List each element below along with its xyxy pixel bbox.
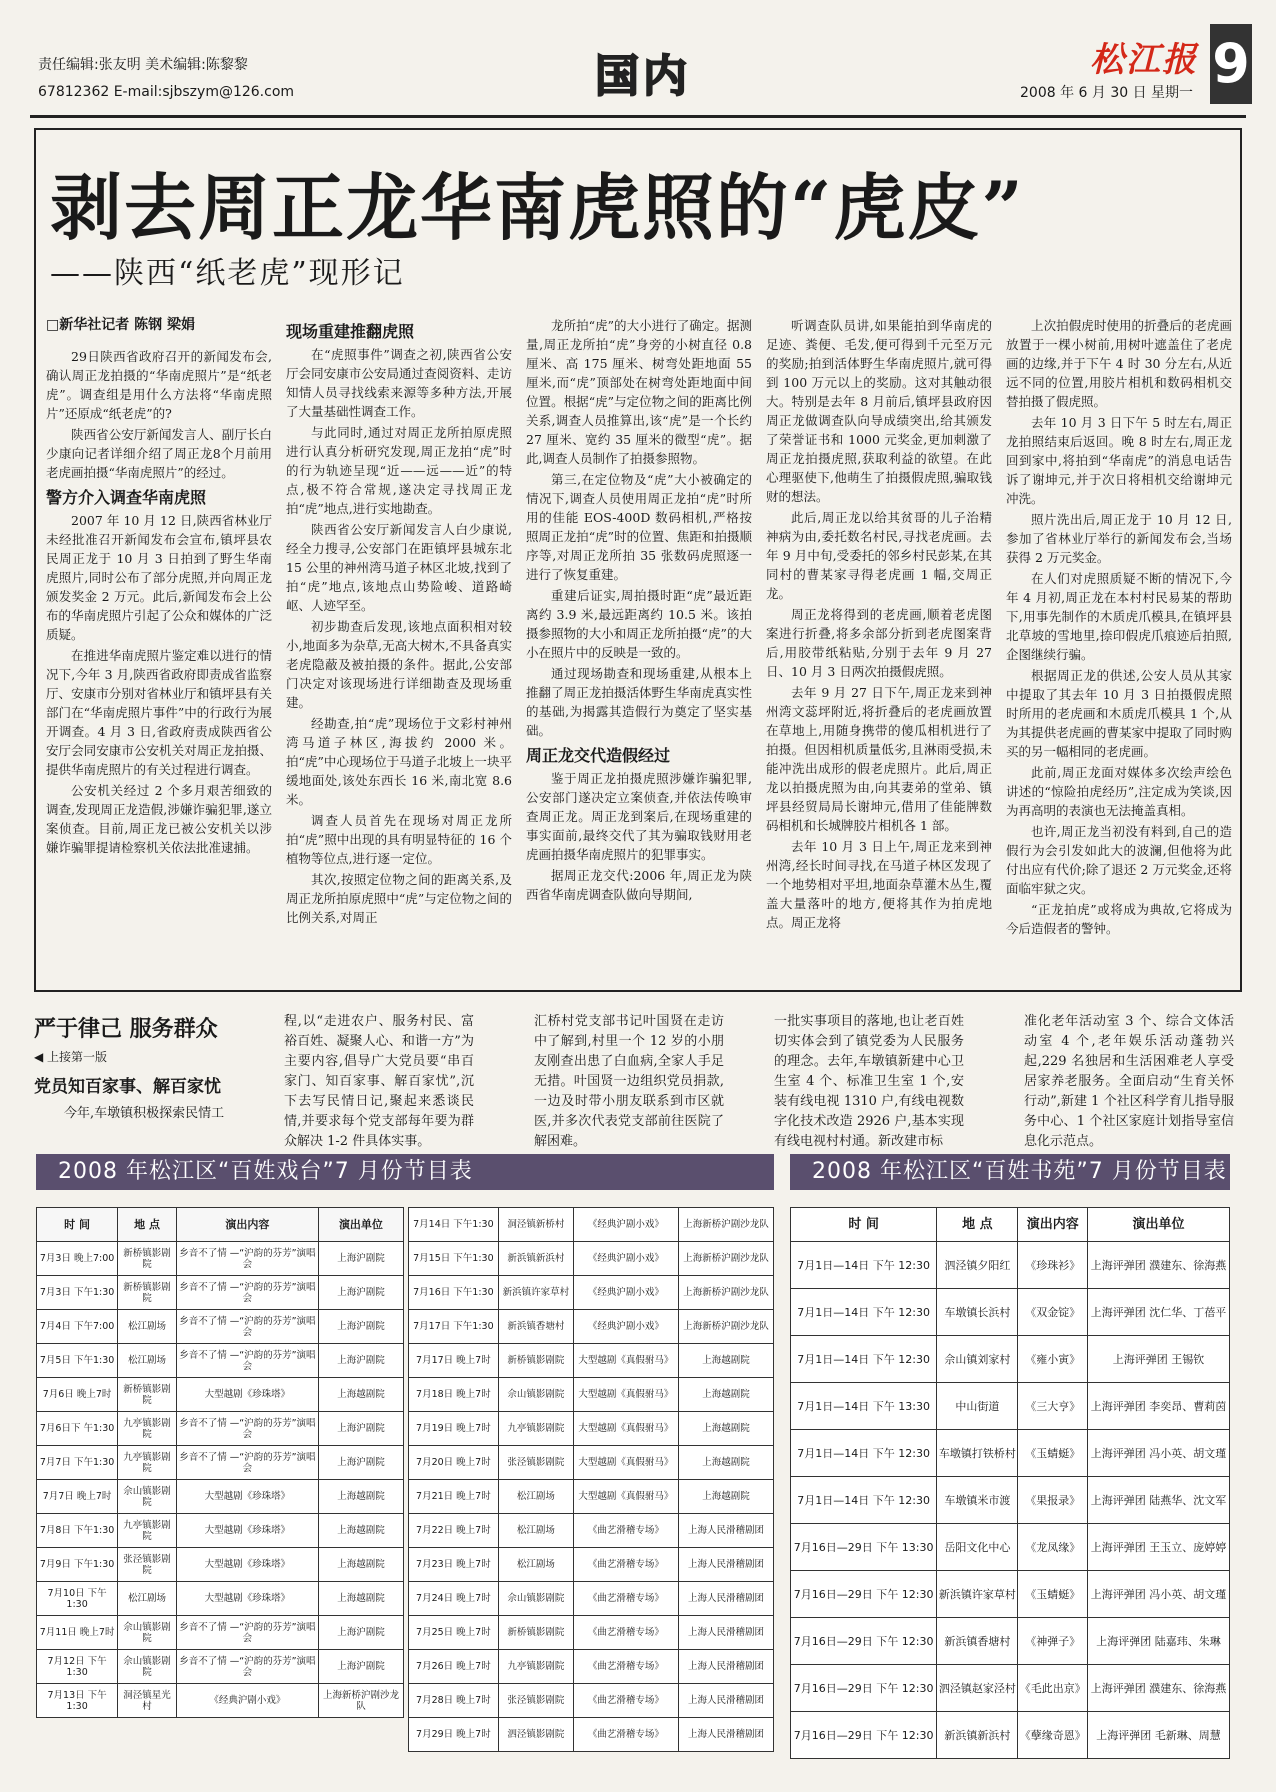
table-cell: 大型越剧《珍珠塔》 <box>176 1582 318 1616</box>
paragraph: 第三,在定位物及“虎”大小被确定的情况下,调查人员使用周正龙拍“虎”时所用的佳能 EOS-400D 数码相机,严格按照周正龙拍“虎”时的位置、焦距和拍摄顺序等,对周正龙所拍 35 张数码虎照逐一进行了恢复重建。 <box>526 472 752 582</box>
table-cell: 7月5日 下午1:30 <box>37 1344 118 1378</box>
section-heading: 现场重建推翻虎照 <box>286 322 415 341</box>
table-cell: 7月17日 下午1:30 <box>409 1310 499 1344</box>
table-row <box>409 1208 774 1242</box>
table-cell: 7月14日 下午1:30 <box>409 1208 499 1242</box>
article-column-4 <box>766 316 992 982</box>
table-cell: 上海人民滑稽剧团 <box>678 1548 773 1582</box>
table-cell: 《双金锭》 <box>1018 1289 1088 1336</box>
paragraph: 上次拍假虎时使用的折叠后的老虎画放置于一棵小树前,用树叶遮盖住了老虎画的边缘,并于下午 4 时 30 分左右,从近远不同的位置,用胶片相机和数码相机交替拍摄了假虎照。 <box>1006 318 1232 409</box>
table-cell: 《曲艺滑稽专场》 <box>573 1616 678 1650</box>
table-cell: 《玉蜻蜓》 <box>1018 1571 1088 1618</box>
table-row <box>791 1430 1230 1477</box>
paragraph: 在“虎照事件”调查之初,陕西省公安厅会同安康市公安局通过查阅资料、走访知情人员寻找线索来源等多种方法,开展了大量基础性调查工作。 <box>286 347 512 419</box>
table-cell: 上海越剧院 <box>678 1412 773 1446</box>
paragraph: 在推进华南虎照片鉴定难以进行的情况下,今年 3 月,陕西省政府即责成省监察厅、安康市分别对省林业厅和镇坪县有关部门在“华南虎照片事件”中的行政行为展开调查。4 月 3 日,省政府责成陕西省公安厅会同安康市公安机关对周正龙拍摄、提供华南虎照片的有关过程进行调查。 <box>46 648 272 777</box>
table-cell: 张泾镇影剧院 <box>498 1446 573 1480</box>
table-cell: 新桥镇影剧院 <box>498 1616 573 1650</box>
table-header-row <box>37 1208 404 1242</box>
opera-schedule-table-left <box>36 1207 404 1718</box>
table-cell: 7月1日—14日 下午 12:30 <box>791 1289 937 1336</box>
table-cell: 《经典沪剧小戏》 <box>176 1684 318 1718</box>
table-cell: 车墩镇米市渡 <box>937 1477 1018 1524</box>
table-cell: 《玉蜻蜓》 <box>1018 1430 1088 1477</box>
table-row <box>37 1616 404 1650</box>
table-cell: 大型越剧《珍珠塔》 <box>176 1480 318 1514</box>
table-cell: 上海评弹团 冯小英、胡文瑾 <box>1088 1571 1230 1618</box>
table-cell: 大型越剧《真假驸马》 <box>573 1344 678 1378</box>
table-row <box>409 1310 774 1344</box>
table-cell: 上海越剧院 <box>318 1548 403 1582</box>
table-cell: 7月1日—14日 下午 12:30 <box>791 1477 937 1524</box>
table-cell: 7月26日 晚上7时 <box>409 1650 499 1684</box>
table-cell: 新浜镇香塘村 <box>937 1618 1018 1665</box>
table-row <box>409 1514 774 1548</box>
table-cell: 上海沪剧院 <box>318 1650 403 1684</box>
table-row <box>791 1383 1230 1430</box>
table-cell: 九亭镇影剧院 <box>118 1412 177 1446</box>
table-cell: 洞泾镇新桥村 <box>498 1208 573 1242</box>
table-cell: 松江剧场 <box>118 1582 177 1616</box>
table-cell: 佘山镇影剧院 <box>498 1582 573 1616</box>
table-cell: 上海评弹团 王玉立、庞婷婷 <box>1088 1524 1230 1571</box>
storytelling-schedule-table <box>790 1207 1230 1759</box>
table-cell: 7月4日 下午7:00 <box>37 1310 118 1344</box>
table-row <box>37 1514 404 1548</box>
table-row <box>791 1289 1230 1336</box>
table-cell: 上海评弹团 陆嘉玮、朱琳 <box>1088 1618 1230 1665</box>
table-cell: 《曲艺滑稽专场》 <box>573 1684 678 1718</box>
table-cell: 松江剧场 <box>498 1480 573 1514</box>
storytelling-schedule-title: 2008 年松江区“百姓书苑”7 月份节目表 <box>790 1154 1230 1190</box>
table-cell: 松江剧场 <box>118 1344 177 1378</box>
table-cell: 佘山镇影剧院 <box>118 1480 177 1514</box>
table-cell: 上海越剧院 <box>678 1344 773 1378</box>
paragraph: 汇桥村党支部书记叶国贤在走访中了解到,村里一个 12 岁的小朋友刚查出患了白血病,全家人手足无措。叶国贤一边组织党员捐款,一边及时带小朋友联系到市区就医,并多次代表党支部前往医院了解困难。 <box>534 1014 724 1149</box>
opera-schedule-table-right <box>408 1207 774 1752</box>
column-header: 地 点 <box>937 1208 1018 1242</box>
paragraph: 去年 10 月 3 日下午 5 时左右,周正龙拍照结束后返回。晚 8 时左右,周正龙回到家中,将拍到“华南虎”的消息电话告诉了谢坤元,并于次日将相机交给谢坤元冲洗。 <box>1006 415 1232 506</box>
table-cell: 上海沪剧院 <box>318 1446 403 1480</box>
table-cell: 7月29日 晚上7时 <box>409 1718 499 1752</box>
table-row <box>37 1446 404 1480</box>
table-row <box>791 1336 1230 1383</box>
table-cell: 《果报录》 <box>1018 1477 1088 1524</box>
paragraph: 调查人员首先在现场对周正龙所拍“虎”照中出现的具有明显特征的 16 个植物等位点,进行逐一定位。 <box>286 813 512 866</box>
table-cell: 新浜镇新浜村 <box>937 1712 1018 1759</box>
paragraph: 2007 年 10 月 12 日,陕西省林业厅未经批准召开新闻发布会宣布,镇坪县农民周正龙于 10 月 3 日拍到了野生华南虎照片,同时公布了部分虎照,并向周正龙颁发奖金 2 万元。此后,新闻发布会上公布的华南虎照片引起了公众和媒体的广泛质疑。 <box>46 513 272 642</box>
paragraph: 程,以“走进农户、服务村民、富裕百姓、凝聚人心、和谐一方”为主要内容,倡导广大党员要“串百家门、知百家事、解百家忧”,沉下去写民情日记,聚起来悉谈民情,并要求每个党支部每年要为群众解决 1-2 件具体实事。 <box>284 1014 474 1149</box>
table-cell: 7月9日 下午1:30 <box>37 1548 118 1582</box>
paragraph: 照片洗出后,周正龙于 10 月 12 日,参加了省林业厅举行的新闻发布会,当场获得 2 万元奖金。 <box>1006 512 1232 565</box>
paragraph: 与此同时,通过对周正龙所拍原虎照进行认真分析研究发现,周正龙拍“虎”时的行为轨迹呈现“近——远——近”的特点,极不符合常规,遂决定寻找周正龙拍“虎”地点,进行实地勘查。 <box>286 425 512 516</box>
table-cell: 上海评弹团 王锡钦 <box>1088 1336 1230 1383</box>
table-cell: 上海新桥沪剧沙龙队 <box>678 1208 773 1242</box>
table-cell: 洞泾镇星光村 <box>118 1684 177 1718</box>
secondary-subhead: 党员知百家事、解百家忧 <box>34 1077 221 1097</box>
continued-from: ◀ 上接第一版 <box>34 1050 108 1064</box>
table-cell: 乡音不了情 —“沪韵的芬芳”演唱会 <box>176 1446 318 1480</box>
table-cell: 新浜镇香塘村 <box>498 1310 573 1344</box>
table-cell: 松江剧场 <box>498 1514 573 1548</box>
paragraph: 通过现场勘查和现场重建,从根本上推翻了周正龙拍摄活体野生华南虎真实性的基础,为揭露其造假行为奠定了坚实基础。 <box>526 666 752 738</box>
paragraph: 重建后证实,周拍摄时距“虎”最近距离约 3.9 米,最远距离约 10.5 米。该拍摄参照物的大小和周正龙所拍摄“虎”的大小在照片中的反映是一致的。 <box>526 588 752 660</box>
table-cell: 《珍珠衫》 <box>1018 1242 1088 1289</box>
paragraph: 据周正龙交代:2006 年,周正龙为陕西省华南虎调查队做向导期间, <box>526 868 752 902</box>
table-cell: 上海沪剧院 <box>318 1412 403 1446</box>
table-cell: 《龙凤缘》 <box>1018 1524 1088 1571</box>
table-cell: 上海越剧院 <box>318 1582 403 1616</box>
table-cell: 上海评弹团 濮建东、徐海燕 <box>1088 1242 1230 1289</box>
table-cell: 《经典沪剧小戏》 <box>573 1276 678 1310</box>
table-cell: 上海人民滑稽剧团 <box>678 1718 773 1752</box>
table-cell: 上海沪剧院 <box>318 1344 403 1378</box>
table-cell: 《雍小寅》 <box>1018 1336 1088 1383</box>
table-row <box>409 1378 774 1412</box>
secondary-article <box>34 1004 1242 1149</box>
paragraph: 听调查队员讲,如果能拍到华南虎的足迹、粪便、毛发,便可得到千元至万元的奖励;拍到活体野生华南虎照片,就可得到 100 万元以上的奖励。这对其触动很大。特别是去年 8 月前后,镇坪县政府因周正龙做调查队向导成绩突出,给其颁发了荣誉证书和 1000 元奖金,更加刺激了周正龙拍摄虎照,获取利益的欲望。在此心理驱使下,他萌生了拍摄假虎照,骗取钱财的想法。 <box>766 318 992 504</box>
table-cell: 上海评弹团 陆燕华、沈文军 <box>1088 1477 1230 1524</box>
table-cell: 7月6日 晚上7时 <box>37 1378 118 1412</box>
table-cell: 九亭镇影剧院 <box>498 1650 573 1684</box>
table-row <box>791 1618 1230 1665</box>
byline: □新华社记者 陈钢 梁娟 <box>46 317 195 333</box>
table-cell: 乡音不了情 —“沪韵的芬芳”演唱会 <box>176 1344 318 1378</box>
issue-date: 2008 年 6 月 30 日 星期一 <box>1020 85 1194 101</box>
table-cell: 上海评弹团 濮建东、徐海燕 <box>1088 1665 1230 1712</box>
table-cell: 上海新桥沪剧沙龙队 <box>678 1310 773 1344</box>
masthead <box>30 18 1250 118</box>
paragraph: 陕西省公安厅新闻发言人白少康说,经全力搜寻,公安部门在距镇坪县城东北 15 公里的神州湾马道子林区北坡,找到了拍“虎”地点,该地点山势险峻、道路崎岖、人迹罕至。 <box>286 522 512 613</box>
table-cell: 张泾镇影剧院 <box>498 1684 573 1718</box>
table-cell: 7月7日 下午1:30 <box>37 1446 118 1480</box>
column-header: 演出内容 <box>1018 1208 1088 1242</box>
paragraph: 经勘查,拍“虎”现场位于文彩村神州湾马道子林区,海拔约 2000 米。拍“虎”中心现场位于马道子北坡上一块平缓地面处,该处东西长 16 米,南北宽 8.6 米。 <box>286 716 512 807</box>
article-column-3 <box>526 316 752 982</box>
article-subhead: ——陕西“纸老虎”现形记 <box>50 256 405 291</box>
table-cell: 《经典沪剧小戏》 <box>573 1310 678 1344</box>
table-cell: 佘山镇影剧院 <box>498 1378 573 1412</box>
paragraph: 周正龙将得到的老虎画,顺着老虎图案进行折叠,将多余部分折到老虎图案背后,用胶带纸粘贴,分别于去年 9 月 27 日、10 月 3 日两次拍摄假虎照。 <box>766 607 992 679</box>
table-cell: 九亭镇影剧院 <box>118 1514 177 1548</box>
table-cell: 大型越剧《珍珠塔》 <box>176 1548 318 1582</box>
paragraph: 陕西省公安厅新闻发言人、副厅长白少康向记者详细介绍了周正龙8个月前用老虎画拍摄“华南虎照片”的经过。 <box>46 427 272 480</box>
table-cell: 上海新桥沪剧沙龙队 <box>678 1242 773 1276</box>
paragraph: 一批实事项目的落地,也让老百姓切实体会到了镇党委为人民服务的理念。去年,车墩镇新建中心卫生室 4 个、标准卫生室 1 个,安装有线电视 1310 户,有线电视数字化技术改造 2926 户,基本实现有线电视村村通。新改建市标 <box>774 1014 964 1149</box>
table-cell: 乡音不了情 —“沪韵的芬芳”演唱会 <box>176 1276 318 1310</box>
table-row <box>37 1310 404 1344</box>
table-cell: 新桥镇影剧院 <box>118 1378 177 1412</box>
paper-logo: 松江报 <box>1090 40 1198 80</box>
table-cell: 上海新桥沪剧沙龙队 <box>318 1684 403 1718</box>
table-cell: 7月3日 下午1:30 <box>37 1276 118 1310</box>
table-cell: 7月19日 晚上7时 <box>409 1412 499 1446</box>
table-row <box>37 1684 404 1718</box>
table-cell: 乡音不了情 —“沪韵的芬芳”演唱会 <box>176 1412 318 1446</box>
table-cell: 上海新桥沪剧沙龙队 <box>678 1276 773 1310</box>
column-header: 演出单位 <box>318 1208 403 1242</box>
opera-schedule-title: 2008 年松江区“百姓戏台”7 月份节目表 <box>36 1154 774 1190</box>
table-cell: 车墩镇长浜村 <box>937 1289 1018 1336</box>
paragraph: 也许,周正龙当初没有料到,自己的造假行为会引发如此大的波澜,但他将为此付出应有代价;除了退还 2 万元奖金,还将面临牢狱之灾。 <box>1006 824 1232 896</box>
table-cell: 《孽缘奇恩》 <box>1018 1712 1088 1759</box>
table-cell: 岳阳文化中心 <box>937 1524 1018 1571</box>
table-cell: 7月16日 下午1:30 <box>409 1276 499 1310</box>
article-column-5 <box>1006 316 1232 982</box>
editors-line: 责任编辑:张友明 美术编辑:陈黎黎 <box>38 57 248 73</box>
table-cell: 《曲艺滑稽专场》 <box>573 1718 678 1752</box>
table-row <box>791 1571 1230 1618</box>
table-cell: 九亭镇影剧院 <box>498 1412 573 1446</box>
table-row <box>409 1480 774 1514</box>
table-cell: 7月16日—29日 下午 13:30 <box>791 1524 937 1571</box>
table-row <box>37 1412 404 1446</box>
table-cell: 《曲艺滑稽专场》 <box>573 1650 678 1684</box>
paragraph: 根据周正龙的供述,公安人员从其家中提取了其去年 10 月 3 日拍摄假虎照时所用的老虎画和木质虎爪模具 1 个,从为其提供老虎画的曹某家中提取了同时购买的另一幅相同的老虎画。 <box>1006 668 1232 759</box>
table-cell: 7月1日—14日 下午 12:30 <box>791 1242 937 1289</box>
table-row <box>409 1650 774 1684</box>
column-header: 演出单位 <box>1088 1208 1230 1242</box>
table-cell: 乡音不了情 —“沪韵的芬芳”演唱会 <box>176 1650 318 1684</box>
paragraph: 鉴于周正龙拍摄虎照涉嫌诈骗犯罪,公安部门遂决定立案侦查,并依法传唤审查周正龙。周正龙到案后,在现场重建的事实面前,最终交代了其为骗取钱财用老虎画拍摄华南虎照片的犯罪事实。 <box>526 771 752 862</box>
table-cell: 佘山镇影剧院 <box>118 1616 177 1650</box>
table-cell: 乡音不了情 —“沪韵的芬芳”演唱会 <box>176 1616 318 1650</box>
table-cell: 大型越剧《真假驸马》 <box>573 1480 678 1514</box>
secondary-headline: 严于律己 服务群众 <box>34 1016 218 1042</box>
feature-article <box>34 128 1242 992</box>
table-cell: 上海越剧院 <box>678 1378 773 1412</box>
table-cell: 车墩镇打铁桥村 <box>937 1430 1018 1477</box>
section-title: 国内 <box>595 51 691 102</box>
table-cell: 上海越剧院 <box>678 1480 773 1514</box>
table-cell: 泗泾镇夕阳红 <box>937 1242 1018 1289</box>
table-cell: 上海人民滑稽剧团 <box>678 1582 773 1616</box>
table-cell: 7月6日下 午1:30 <box>37 1412 118 1446</box>
table-cell: 《曲艺滑稽专场》 <box>573 1514 678 1548</box>
table-cell: 乡音不了情 —“沪韵的芬芳”演唱会 <box>176 1310 318 1344</box>
article-column-1 <box>46 316 272 982</box>
table-row <box>37 1480 404 1514</box>
table-row <box>409 1276 774 1310</box>
table-row <box>37 1378 404 1412</box>
table-cell: 上海评弹团 毛新琳、周慧 <box>1088 1712 1230 1759</box>
table-row <box>409 1684 774 1718</box>
table-cell: 大型越剧《珍珠塔》 <box>176 1378 318 1412</box>
article-headline: 剥去周正龙华南虎照的“虎皮” <box>50 165 1025 250</box>
table-cell: 《神弹子》 <box>1018 1618 1088 1665</box>
table-cell: 《曲艺滑稽专场》 <box>573 1548 678 1582</box>
table-cell: 7月3日 晚上7:00 <box>37 1242 118 1276</box>
paragraph: 其次,按照定位物之间的距离关系,及周正龙所拍原虎照中“虎”与定位物之间的比例关系,对周正 <box>286 872 512 925</box>
table-cell: 《经典沪剧小戏》 <box>573 1242 678 1276</box>
table-cell: 上海越剧院 <box>318 1480 403 1514</box>
table-row <box>409 1412 774 1446</box>
table-cell: 上海人民滑稽剧团 <box>678 1650 773 1684</box>
table-cell: 7月11日 晚上7时 <box>37 1616 118 1650</box>
table-row <box>409 1582 774 1616</box>
table-cell: 大型越剧《真假驸马》 <box>573 1446 678 1480</box>
table-cell: 7月15日 下午1:30 <box>409 1242 499 1276</box>
table-cell: 7月16日—29日 下午 12:30 <box>791 1618 937 1665</box>
table-row <box>409 1446 774 1480</box>
table-cell: 7月16日—29日 下午 12:30 <box>791 1712 937 1759</box>
table-cell: 上海沪剧院 <box>318 1242 403 1276</box>
table-cell: 7月24日 晚上7时 <box>409 1582 499 1616</box>
table-row <box>409 1548 774 1582</box>
table-row <box>37 1276 404 1310</box>
table-cell: 上海人民滑稽剧团 <box>678 1616 773 1650</box>
table-row <box>37 1582 404 1616</box>
table-cell: 7月25日 晚上7时 <box>409 1616 499 1650</box>
table-cell: 大型越剧《珍珠塔》 <box>176 1514 318 1548</box>
table-row <box>37 1548 404 1582</box>
column-header: 时 间 <box>37 1208 118 1242</box>
table-row <box>37 1650 404 1684</box>
table-header-row <box>791 1208 1230 1242</box>
column-header: 地 点 <box>118 1208 177 1242</box>
paragraph: 此前,周正龙面对媒体多次绘声绘色讲述的“惊险拍虎经历”,注定成为笑谈,因为再高明的表演也无法掩盖真相。 <box>1006 765 1232 818</box>
table-cell: 7月12日 下午1:30 <box>37 1650 118 1684</box>
table-cell: 松江剧场 <box>498 1548 573 1582</box>
paragraph: 去年 9 月 27 日下午,周正龙来到神州湾文蕊坪附近,将折叠后的老虎画放置在草地上,用随身携带的傻瓜相机进行了拍摄。但因相机质量低劣,且淋雨受损,未能冲洗出成形的假老虎照片。此后,周正龙以拍摄虎照为由,向其妻弟的堂弟、镇坪县经贸局局长谢坤元,借用了佳能牌数码相机和长城牌胶片相机各 1 部。 <box>766 685 992 833</box>
table-row <box>409 1616 774 1650</box>
paragraph: 公安机关经过 2 个多月艰苦细致的调查,发现周正龙造假,涉嫌诈骗犯罪,遂立案侦查。目前,周正龙已被公安机关以涉嫌诈骗罪提请检察机关依法批准逮捕。 <box>46 783 272 855</box>
table-cell: 《曲艺滑稽专场》 <box>573 1582 678 1616</box>
table-cell: 上海沪剧院 <box>318 1276 403 1310</box>
table-cell: 大型越剧《真假驸马》 <box>573 1412 678 1446</box>
table-cell: 7月13日 下午1:30 <box>37 1684 118 1718</box>
table-row <box>37 1242 404 1276</box>
table-row <box>791 1242 1230 1289</box>
table-cell: 上海沪剧院 <box>318 1616 403 1650</box>
table-cell: 泗泾镇影剧院 <box>498 1718 573 1752</box>
table-cell: 《毛此出京》 <box>1018 1665 1088 1712</box>
table-cell: 上海人民滑稽剧团 <box>678 1684 773 1718</box>
table-cell: 上海评弹团 李奕昂、曹莉茵 <box>1088 1383 1230 1430</box>
table-row <box>409 1242 774 1276</box>
paragraph: 准化老年活动室 3 个、综合文体活动室 4 个,老年娱乐活动蓬勃兴起,229 名独居和生活困难老人享受居家养老服务。全面启动“生育关怀行动”,新建 1 个社区科学育儿指导服务中心、1 个社区家庭计划指导室信息化示范点。 <box>1024 1014 1234 1149</box>
table-cell: 中山街道 <box>937 1383 1018 1430</box>
paragraph: 在人们对虎照质疑不断的情况下,今年 4 月初,周正龙在本村村民易某的帮助下,用事先制作的木质虎爪模具,在镇坪县北草坡的雪地里,捺印假虎爪痕迹后拍照,企图继续行骗。 <box>1006 571 1232 662</box>
table-cell: 7月28日 晚上7时 <box>409 1684 499 1718</box>
paragraph: “正龙拍虎”或将成为典故,它将成为今后造假者的警钟。 <box>1006 902 1232 936</box>
column-header: 时 间 <box>791 1208 937 1242</box>
table-cell: 《三大亨》 <box>1018 1383 1088 1430</box>
table-cell: 7月16日—29日 下午 12:30 <box>791 1571 937 1618</box>
table-row <box>791 1665 1230 1712</box>
table-cell: 7月10日 下午1:30 <box>37 1582 118 1616</box>
article-body <box>46 316 1232 982</box>
table-cell: 上海评弹团 冯小英、胡文瑾 <box>1088 1430 1230 1477</box>
table-cell: 新浜镇许家草村 <box>937 1571 1018 1618</box>
paragraph: 初步勘查后发现,该地点面积相对较小,地面多为杂草,无高大树木,不具备真实老虎隐蔽及被拍摄的条件。据此,公安部门决定对该现场进行详细勘查及现场重建。 <box>286 619 512 710</box>
column-header: 演出内容 <box>176 1208 318 1242</box>
table-cell: 7月16日—29日 下午 12:30 <box>791 1665 937 1712</box>
table-cell: 新桥镇影剧院 <box>118 1276 177 1310</box>
table-cell: 新浜镇许家草村 <box>498 1276 573 1310</box>
table-cell: 7月1日—14日 下午 12:30 <box>791 1336 937 1383</box>
table-cell: 7月20日 晚上7时 <box>409 1446 499 1480</box>
article-column-2 <box>286 316 512 982</box>
table-cell: 上海越剧院 <box>678 1446 773 1480</box>
table-cell: 上海人民滑稽剧团 <box>678 1514 773 1548</box>
table-cell: 上海越剧院 <box>318 1378 403 1412</box>
table-cell: 7月18日 晚上7时 <box>409 1378 499 1412</box>
paragraph: 龙所拍“虎”的大小进行了确定。据测量,周正龙所拍“虎”身旁的小树直径 0.8 厘米、高 175 厘米、树弯处距地面 55 厘米,而“虎”顶部处在树弯处距地面中间位置。根据“虎”与定位物之间的距离比例关系,调查人员推算出,该“虎”是一个长约 27 厘米、宽约 35 厘米的微型“虎”。据此,调查人员制作了拍摄参照物。 <box>526 318 752 466</box>
table-cell: 7月22日 晚上7时 <box>409 1514 499 1548</box>
table-row <box>791 1477 1230 1524</box>
table-cell: 上海沪剧院 <box>318 1310 403 1344</box>
table-cell: 乡音不了情 —“沪韵的芬芳”演唱会 <box>176 1242 318 1276</box>
table-row <box>37 1344 404 1378</box>
table-cell: 佘山镇刘家村 <box>937 1336 1018 1383</box>
table-cell: 7月7日 晚上7时 <box>37 1480 118 1514</box>
table-cell: 上海评弹团 沈仁华、丁蓓平 <box>1088 1289 1230 1336</box>
paragraph: 29日陕西省政府召开的新闻发布会,确认周正龙拍摄的“华南虎照片”是“纸老虎”。调查组是用什么方法将“华南虎照片”还原成“纸老虎”的? <box>46 349 272 421</box>
table-cell: 张泾镇影剧院 <box>118 1548 177 1582</box>
table-cell: 泗泾镇赵家泾村 <box>937 1665 1018 1712</box>
contact-line: 67812362 E-mail:sjbszym@126.com <box>38 84 295 100</box>
table-row <box>409 1344 774 1378</box>
table-cell: 新浜镇新浜村 <box>498 1242 573 1276</box>
table-row <box>791 1712 1230 1759</box>
table-cell: 上海越剧院 <box>318 1514 403 1548</box>
table-cell: 7月21日 晚上7时 <box>409 1480 499 1514</box>
table-cell: 大型越剧《真假驸马》 <box>573 1378 678 1412</box>
table-cell: 7月17日 晚上7时 <box>409 1344 499 1378</box>
table-cell: 新桥镇影剧院 <box>498 1344 573 1378</box>
paragraph: 去年 10 月 3 日上午,周正龙来到神州湾,经长时间寻找,在马道子林区发现了一个地势相对平坦,地面杂草灌木丛生,覆盖大量落叶的地方,便将其作为拍虎地点。周正龙将 <box>766 839 992 930</box>
paragraph: 今年,车墩镇积极探索民情工 <box>64 1106 225 1121</box>
table-cell: 7月1日—14日 下午 13:30 <box>791 1383 937 1430</box>
table-cell: 九亭镇影剧院 <box>118 1446 177 1480</box>
table-cell: 新桥镇影剧院 <box>118 1242 177 1276</box>
page-number: 9 <box>1210 24 1252 104</box>
table-cell: 松江剧场 <box>118 1310 177 1344</box>
table-cell: 7月1日—14日 下午 12:30 <box>791 1430 937 1477</box>
table-cell: 7月23日 晚上7时 <box>409 1548 499 1582</box>
table-row <box>409 1718 774 1752</box>
table-row <box>791 1524 1230 1571</box>
paragraph: 此后,周正龙以给其贫哥的儿子治精神病为由,委托数名村民,寻找老虎画。去年 9 月中旬,受委托的邻乡村民彭某,在其同村的曹某家寻得老虎画 1 幅,交周正龙。 <box>766 510 992 601</box>
table-cell: 7月8日 下午1:30 <box>37 1514 118 1548</box>
table-cell: 佘山镇影剧院 <box>118 1650 177 1684</box>
section-heading: 警方介入调查华南虎照 <box>46 488 207 507</box>
table-cell: 《经典沪剧小戏》 <box>573 1208 678 1242</box>
section-heading: 周正龙交代造假经过 <box>526 746 671 765</box>
